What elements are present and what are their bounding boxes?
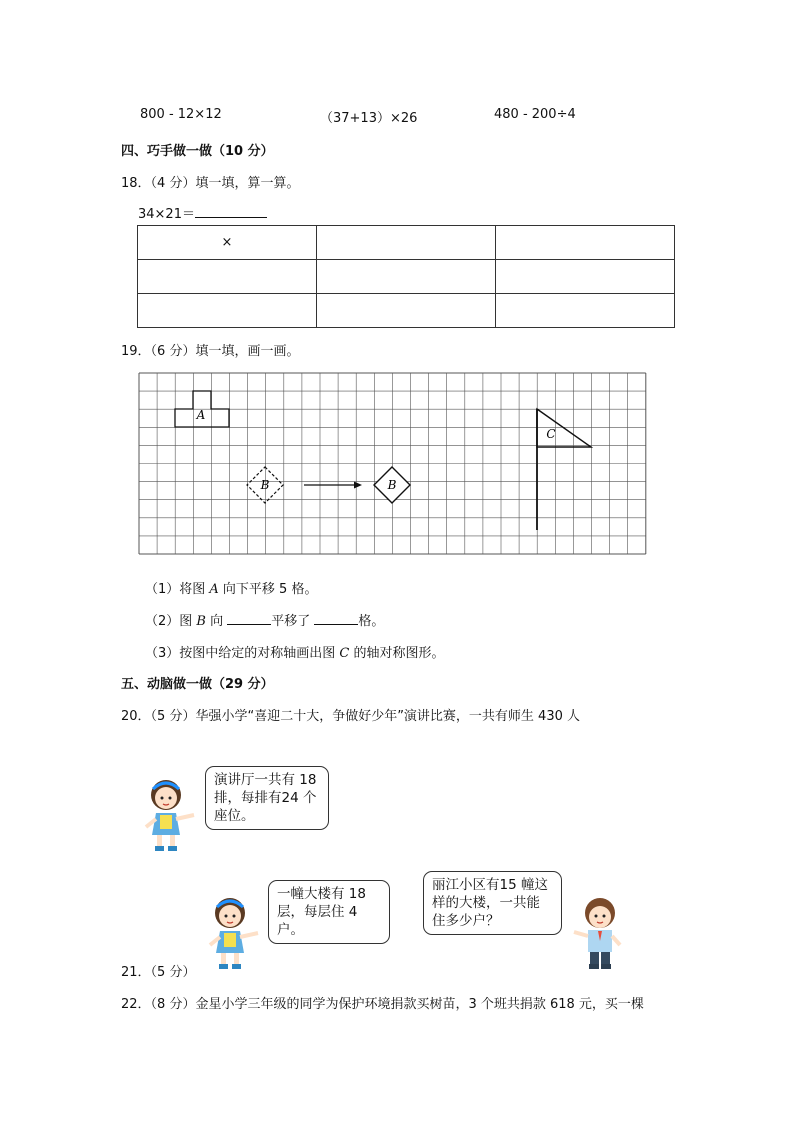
sub3-text-pre: （3）按图中给定的对称轴画出图 bbox=[145, 646, 340, 661]
q22-number: 22． bbox=[121, 997, 151, 1012]
sub3-text-post: 的轴对称图形。 bbox=[349, 646, 445, 661]
q22-text: 金星小学三年级的同学为保护环境捐款买树苗，3 个班共捐款 618 元，买一棵 bbox=[195, 997, 644, 1012]
q19-text: 填一填，画一画。 bbox=[195, 344, 300, 359]
expression-1: 800 - 12×12 bbox=[140, 107, 222, 122]
expression-2: （37+13）×26 bbox=[320, 111, 418, 126]
q18-text: 填一填，算一算。 bbox=[195, 176, 300, 191]
sub1-text-post: 向下平移 5 格。 bbox=[218, 582, 318, 597]
q20-heading bbox=[121, 705, 580, 724]
q19-number: 19． bbox=[121, 344, 151, 359]
q21-left-speech-bubble: 一幢大楼有 18 层，每层住 4户。 bbox=[268, 880, 390, 944]
q18-score: （4 分） bbox=[150, 176, 196, 191]
grid-lines bbox=[139, 373, 646, 554]
q19-sub1 bbox=[145, 578, 317, 597]
q19-sub3 bbox=[145, 642, 445, 661]
shape-a-label: A bbox=[196, 408, 206, 422]
boy-illustration bbox=[566, 893, 628, 971]
sub2-figure: B bbox=[196, 614, 206, 629]
sub1-text-pre: （1）将图 bbox=[145, 582, 210, 597]
girl-illustration-1 bbox=[138, 775, 200, 853]
section4-title: 四、巧手做一做（10 分） bbox=[121, 144, 274, 159]
sub2-text-mid1: 向 bbox=[205, 614, 228, 629]
arrow-head-icon bbox=[354, 482, 362, 489]
shape-b-dashed-label: B bbox=[260, 478, 270, 492]
q19-score: （6 分） bbox=[150, 344, 196, 359]
sub2-text-mid2: 平移了 bbox=[271, 614, 315, 629]
q20-text: 华强小学“喜迎二十大，争做好少年”演讲比赛，一共有师生 430 人 bbox=[195, 709, 581, 724]
girl-illustration-2 bbox=[202, 893, 264, 971]
q19-sub2 bbox=[145, 610, 384, 629]
q18-equation-text: 34×21＝ bbox=[138, 207, 195, 222]
direction-blank[interactable] bbox=[227, 612, 271, 625]
q20-number: 20． bbox=[121, 709, 151, 724]
table-cell: × bbox=[138, 226, 317, 260]
q20-score: （5 分） bbox=[150, 709, 196, 724]
sub2-text-post: 格。 bbox=[358, 614, 385, 629]
shape-c bbox=[537, 409, 591, 447]
section5-title: 五、动脑做一做（29 分） bbox=[121, 677, 274, 692]
sub3-figure: C bbox=[339, 646, 350, 661]
sub1-figure: A bbox=[209, 582, 219, 597]
q22-heading bbox=[121, 993, 644, 1012]
expression-3: 480 - 200÷4 bbox=[494, 107, 576, 122]
q21-right-speech-bubble: 丽江小区有15 幢这样的大楼，一共能住多少户？ bbox=[423, 871, 562, 935]
q21-score: （5 分） bbox=[150, 965, 196, 980]
shape-b-solid-label: B bbox=[387, 478, 397, 492]
q18-number: 18． bbox=[121, 176, 151, 191]
q22-score: （8 分） bbox=[150, 997, 196, 1012]
q21-number: 21． bbox=[121, 965, 151, 980]
shape-c-label: C bbox=[546, 427, 556, 441]
q21-heading bbox=[121, 961, 195, 980]
q20-speech-bubble: 演讲厅一共有 18 排，每排有24 个座位。 bbox=[205, 766, 329, 830]
distance-blank[interactable] bbox=[314, 612, 358, 625]
sub2-text-pre: （2）图 bbox=[145, 614, 197, 629]
